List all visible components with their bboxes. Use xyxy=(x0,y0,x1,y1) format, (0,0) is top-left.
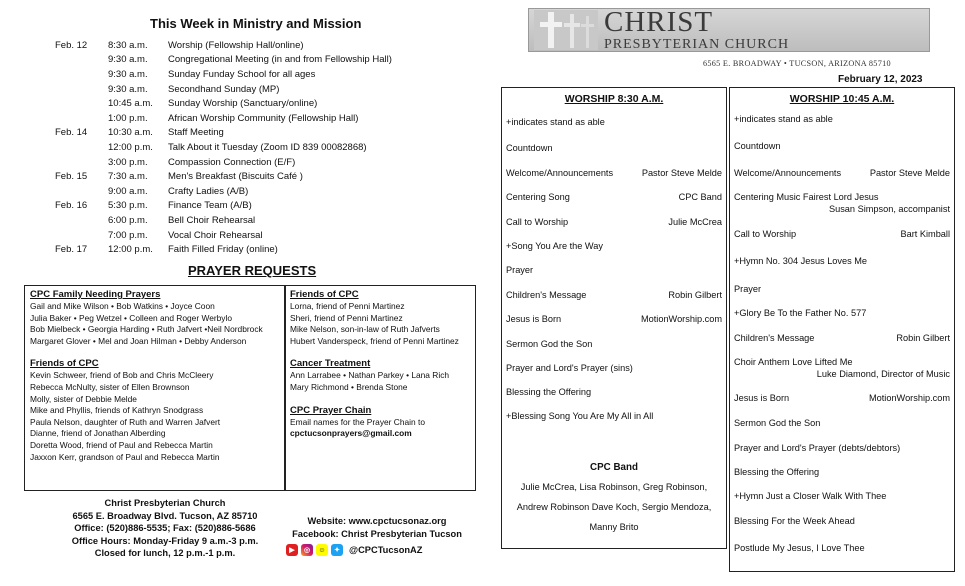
contact-line: 6565 E. Broadway Blvd. Tucson, AZ 85710 xyxy=(72,510,258,521)
schedule-row xyxy=(55,228,445,243)
worship-item-left: +Glory Be To the Father No. 577 xyxy=(734,308,867,318)
worship-1045-item xyxy=(734,332,950,344)
prayer-box-family xyxy=(24,285,286,491)
schedule-event: Men's Breakfast (Biscuits Café ) xyxy=(168,171,303,183)
worship-item-left: Welcome/Announcements xyxy=(506,168,614,178)
contact-line: Closed for lunch, 12 p.m.-1 p.m. xyxy=(94,548,236,559)
worship-item-left: Call to Worship xyxy=(506,217,569,227)
contact-line: Christ Presbyterian Church xyxy=(104,498,226,508)
snapchat-icon[interactable]: ☺ xyxy=(316,544,328,556)
worship-830-item xyxy=(506,313,722,325)
schedule-event: Talk About it Tuesday (Zoom ID 839 00082868) xyxy=(168,141,367,153)
prayer-box-friends xyxy=(284,285,476,491)
prayer-name-line: Mike and Phyllis, friends of Kathryn Snodgrass xyxy=(30,405,204,416)
prayer-name-line: Paula Nelson, daughter of Ruth and Warren Jafvert xyxy=(30,416,221,427)
worship-1045-item xyxy=(734,356,950,379)
prayer-name-line: Julia Baker • Peg Wetzel • Colleen and Roger Werbylo xyxy=(30,312,233,323)
prayer-name-line: Ann Larrabee • Nathan Parkey • Lana Rich xyxy=(290,370,450,381)
prayer-name-line: Kevin Schweer, friend of Bob and Chris McCleery xyxy=(30,370,214,381)
schedule-event: Compassion Connection (E/F) xyxy=(168,156,296,168)
prayer-title: PRAYER REQUESTS xyxy=(188,263,317,278)
schedule-time: 9:30 a.m. xyxy=(108,54,148,66)
web-info xyxy=(282,515,472,541)
schedule-time: 12:00 p.m. xyxy=(108,141,153,153)
schedule-row xyxy=(55,38,445,53)
cross-logo-icon xyxy=(534,10,598,50)
website-link[interactable]: Website: www.cpctucsonaz.org xyxy=(307,516,447,526)
worship-item-left: Jesus is Born xyxy=(734,393,790,403)
worship-1045-item xyxy=(734,307,950,319)
worship-item-right: MotionWorship.com xyxy=(868,393,950,403)
schedule-date: Feb. 17 xyxy=(55,244,88,256)
worship-item-left: Prayer xyxy=(506,265,534,275)
worship-item-left: +Song You Are the Way xyxy=(506,241,603,251)
worship-item-left: Children's Message xyxy=(734,333,815,343)
schedule-event: Staff Meeting xyxy=(168,127,224,139)
schedule-date: Feb. 15 xyxy=(55,171,88,183)
worship-830-item xyxy=(506,191,722,203)
worship-1045-box xyxy=(729,87,955,572)
schedule-list xyxy=(55,38,445,257)
schedule-time: 9:30 a.m. xyxy=(108,68,148,80)
worship-830-item xyxy=(506,116,722,128)
schedule-row xyxy=(55,111,445,126)
chain-text: Email names for the Prayer Chain to xyxy=(290,416,425,427)
schedule-time: 1:00 p.m. xyxy=(108,112,148,124)
schedule-event: African Worship Community (Fellowship Hall) xyxy=(168,112,359,124)
chain-email[interactable]: cpctucsonprayers@gmail.com xyxy=(290,428,412,439)
instagram-icon[interactable]: ◎ xyxy=(301,544,313,556)
schedule-event: Worship (Fellowship Hall/online) xyxy=(168,39,304,51)
prayer-name-line: Margaret Glover • Mel and Joan Hilman • Debby Anderson xyxy=(30,335,247,346)
church-contact-info xyxy=(40,497,290,560)
friends2-list xyxy=(290,301,470,347)
worship-item-left: Countdown xyxy=(506,143,553,153)
worship-item-left: Call to Worship xyxy=(734,229,797,239)
worship-item-credit: Susan Simpson, accompanist xyxy=(828,204,950,214)
schedule-event: Crafty Ladies (A/B) xyxy=(168,185,249,197)
worship-1045-item xyxy=(734,140,950,152)
prayer-name-line: Rebecca McNulty, sister of Ellen Brownson xyxy=(30,381,190,392)
schedule-row xyxy=(55,213,445,228)
worship-item-right: Robin Gilbert xyxy=(668,290,722,300)
worship-item-right: Pastor Steve Melde xyxy=(869,168,950,178)
worship-830-item xyxy=(506,338,722,350)
worship-1045-item xyxy=(734,113,950,125)
schedule-event: Congregational Meeting (in and from Fellowship Hall) xyxy=(168,54,392,66)
facebook-link[interactable]: Facebook: Christ Presbyterian Tucson xyxy=(292,529,462,539)
worship-item-left: Sermon God the Son xyxy=(734,418,821,428)
worship-item-left: Children's Message xyxy=(506,290,587,300)
worship-830-item xyxy=(506,142,722,154)
schedule-row xyxy=(55,126,445,141)
social-handle: @CPCTucsonAZ xyxy=(349,545,423,555)
worship-item-left: Choir Anthem Love Lifted Me xyxy=(734,357,853,367)
worship-item-right: Pastor Steve Melde xyxy=(641,168,722,178)
schedule-date: Feb. 16 xyxy=(55,200,88,212)
worship-item-left: +indicates stand as able xyxy=(734,114,833,124)
church-address: 6565 E. BROADWAY • TUCSON, ARIZONA 85710 xyxy=(703,59,891,68)
worship-item-left: Prayer and Lord's Prayer (debts/debtors) xyxy=(734,443,901,453)
prayer-name-line: Mary Richmond • Brenda Stone xyxy=(290,381,408,392)
worship-1045-item xyxy=(734,228,950,240)
worship-1045-item xyxy=(734,442,950,454)
schedule-time: 6:00 p.m. xyxy=(108,214,148,226)
prayer-name-line: Dianne, friend of Jonathan Alberding xyxy=(30,428,166,439)
worship-item-right: Julie McCrea xyxy=(668,217,722,227)
worship-item-left: Postlude My Jesus, I Love Thee xyxy=(734,543,865,553)
worship-1045-item xyxy=(734,167,950,179)
worship-item-right: Bart Kimball xyxy=(900,229,950,239)
worship-item-left: +indicates stand as able xyxy=(506,117,605,127)
worship-1045-item xyxy=(734,466,950,478)
worship-item-credit: Luke Diamond, Director of Music xyxy=(816,369,950,379)
schedule-row xyxy=(55,140,445,155)
prayer-name-line: Sheri, friend of Penni Martinez xyxy=(290,312,403,323)
worship-830-box xyxy=(501,87,727,549)
worship-item-left: Blessing the Offering xyxy=(506,387,592,397)
prayer-name-line: Molly, sister of Debbie Melde xyxy=(30,393,137,404)
schedule-row xyxy=(55,67,445,82)
worship-1045-item xyxy=(734,417,950,429)
worship-item-left: Blessing the Offering xyxy=(734,467,820,477)
worship-item-left: Blessing For the Week Ahead xyxy=(734,516,855,526)
worship-830-item xyxy=(506,410,722,422)
youtube-icon[interactable]: ▶ xyxy=(286,544,298,556)
families-heading: CPC Family Needing Prayers xyxy=(30,289,161,300)
worship-1045-item xyxy=(734,392,950,404)
worship-830-item xyxy=(506,216,722,228)
schedule-time: 5:30 p.m. xyxy=(108,200,148,212)
schedule-event: Secondhand Sunday (MP) xyxy=(168,83,280,95)
schedule-row xyxy=(55,242,445,257)
prayer-name-line: Gail and Mike Wilson • Bob Watkins • Joyce Coon xyxy=(30,301,215,311)
cancer-list xyxy=(290,370,470,393)
worship-item-left: Prayer xyxy=(734,284,762,294)
worship-item-left: Countdown xyxy=(734,141,781,151)
worship-1045-item xyxy=(734,191,950,214)
schedule-time: 7:00 p.m. xyxy=(108,229,148,241)
worship-1045-item xyxy=(734,255,950,267)
worship-830-item xyxy=(506,362,722,374)
worship-1045-title: WORSHIP 10:45 A.M. xyxy=(789,93,895,105)
prayer-name-line: Hubert Vanderspeck, friend of Penni Martinez xyxy=(290,335,459,346)
schedule-row xyxy=(55,96,445,111)
schedule-time: 10:30 a.m. xyxy=(108,127,153,139)
worship-830-item xyxy=(506,289,722,301)
schedule-time: 7:30 a.m. xyxy=(108,171,148,183)
worship-830-item xyxy=(506,264,722,276)
schedule-event: Vocal Choir Rehearsal xyxy=(168,229,263,241)
worship-item-left: +Blessing Song You Are My All in All xyxy=(506,411,654,421)
church-logo xyxy=(528,8,930,60)
worship-1045-item xyxy=(734,283,950,295)
schedule-time: 8:30 a.m. xyxy=(108,39,148,51)
worship-item-right: CPC Band xyxy=(678,192,722,202)
schedule-date: Feb. 14 xyxy=(55,127,88,139)
band-member-line: Manny Brito xyxy=(589,522,639,532)
schedule-time: 9:00 a.m. xyxy=(108,185,148,197)
band-member-line: Andrew Robinson Dave Koch, Sergio Mendoza, xyxy=(516,502,712,512)
worship-item-left: +Hymn Just a Closer Walk With Thee xyxy=(734,491,887,501)
schedule-date: Feb. 12 xyxy=(55,39,88,51)
schedule-event: Bell Choir Rehearsal xyxy=(168,214,256,226)
worship-1045-item xyxy=(734,542,950,554)
worship-830-item xyxy=(506,167,722,179)
schedule-row xyxy=(55,199,445,214)
logo-name-line1: CHRIST xyxy=(604,6,714,38)
schedule-row xyxy=(55,82,445,97)
worship-830-title: WORSHIP 8:30 A.M. xyxy=(564,93,664,105)
band-member-line: Julie McCrea, Lisa Robinson, Greg Robinson, xyxy=(520,482,708,492)
twitter-icon[interactable]: ✦ xyxy=(331,544,343,556)
schedule-row xyxy=(55,155,445,170)
schedule-time: 9:30 a.m. xyxy=(108,83,148,95)
worship-item-right: MotionWorship.com xyxy=(640,314,722,324)
prayer-name-line: Doretta Wood, friend of Paul and Rebecca Martin xyxy=(30,439,213,450)
chain-heading: CPC Prayer Chain xyxy=(290,404,372,416)
schedule-row xyxy=(55,169,445,184)
worship-item-right: Robin Gilbert xyxy=(896,333,950,343)
worship-830-item xyxy=(506,240,722,252)
contact-line: Office: (520)886-5535; Fax: (520)886-5686 xyxy=(74,523,256,534)
prayer-name-line: Lorna, friend of Penni Martinez xyxy=(290,301,405,311)
schedule-row xyxy=(55,184,445,199)
contact-line: Office Hours: Monday-Friday 9 a.m.-3 p.m. xyxy=(71,535,259,546)
worship-item-left: Sermon God the Son xyxy=(506,339,593,349)
schedule-event: Finance Team (A/B) xyxy=(168,200,252,212)
prayer-name-line: Bob Mielbeck • Georgia Harding • Ruth Jafvert •Neil Nordbrock xyxy=(30,324,263,335)
worship-1045-item xyxy=(734,515,950,527)
friends2-heading: Friends of CPC xyxy=(290,289,359,300)
schedule-event: Faith Filled Friday (online) xyxy=(168,244,278,256)
worship-item-left: Jesus is Born xyxy=(506,314,562,324)
logo-name-line2: PRESBYTERIAN CHURCH xyxy=(604,37,790,52)
friends-list xyxy=(30,370,280,463)
worship-item-left: Centering Song xyxy=(506,192,570,202)
bulletin-date: February 12, 2023 xyxy=(838,74,923,85)
worship-item-left: Welcome/Announcements xyxy=(734,168,842,178)
cancer-heading: Cancer Treatment xyxy=(290,358,371,370)
band-title: CPC Band xyxy=(590,462,638,473)
schedule-time: 12:00 p.m. xyxy=(108,244,153,256)
families-list xyxy=(30,301,280,347)
schedule-row xyxy=(55,53,445,68)
worship-item-left: Prayer and Lord's Prayer (sins) xyxy=(506,363,633,373)
worship-830-item xyxy=(506,386,722,398)
schedule-event: Sunday Worship (Sanctuary/online) xyxy=(168,98,318,110)
schedule-time: 10:45 a.m. xyxy=(108,98,153,110)
week-title: This Week in Ministry and Mission xyxy=(150,16,362,31)
worship-item-left: +Hymn No. 304 Jesus Loves Me xyxy=(734,256,868,266)
prayer-name-line: Mike Nelson, son-in-law of Ruth Jafverts xyxy=(290,324,440,335)
prayer-name-line: Jaxxon Kerr, grandson of Paul and Rebecca Martin xyxy=(30,451,220,462)
worship-item-left: Centering Music Fairest Lord Jesus xyxy=(734,192,879,202)
schedule-time: 3:00 p.m. xyxy=(108,156,148,168)
friends-heading: Friends of CPC xyxy=(30,358,99,370)
worship-1045-item xyxy=(734,490,950,502)
social-icons xyxy=(286,544,422,556)
schedule-event: Sunday Funday School for all ages xyxy=(168,68,316,80)
